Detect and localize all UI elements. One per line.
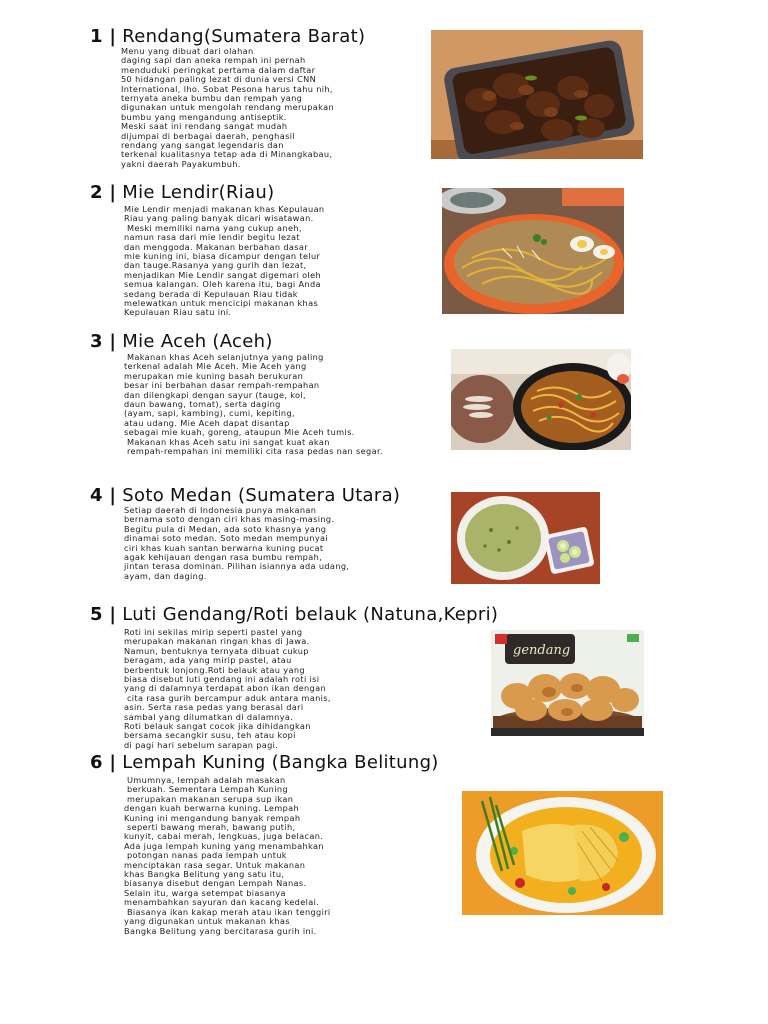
description-line: yang di dalamnya terdapat abon ikan dengan	[124, 683, 326, 694]
description-line: agak kehijauan dengan rasa bumbu rempah,	[124, 552, 323, 563]
description-line: (ayam, sapi, kambing), cumi, kepiting,	[124, 408, 295, 419]
description-line: Roti belauk sangat cocok jika dihidangkan	[124, 721, 311, 732]
section-title	[90, 26, 365, 47]
section-title-text: Mie Lendir(Riau)	[122, 182, 275, 203]
description-line: yakni daerah Payakumbuh.	[121, 158, 241, 169]
section-title-text: Lempah Kuning (Bangka Belitung)	[122, 752, 439, 773]
description-line: Makanan khas Aceh selanjutnya yang paling	[124, 352, 324, 362]
description-line: dan menggoda. Makanan berbahan dasar	[124, 241, 309, 252]
soto-medan-photo-icon	[451, 492, 600, 584]
mie-aceh-photo-icon	[451, 349, 631, 450]
section-number: 6 |	[90, 752, 117, 773]
description-line: namun rasa dari mie lendir begitu lezat	[124, 232, 300, 243]
section-title-text: Luti Gendang/Roti belauk (Natuna,Kepri)	[122, 604, 499, 625]
description-line: menjadikan Mie Lendir sangat digemari oleh	[124, 269, 322, 280]
description-line: ciri khas kuah santan berwarna kuning pucat	[124, 542, 324, 553]
sign-text: gendang	[513, 643, 571, 658]
description-line: rempah-rempahan ini memiliki cita rasa pedas nan segar.	[124, 446, 383, 457]
description-line: rendang yang sangat legendaris dan	[121, 140, 284, 151]
description-line: mie kuning ini, biasa dicampur dengan telur	[124, 251, 321, 262]
section-number: 4 |	[90, 485, 117, 506]
description-line: Roti ini sekilas mirip seperti pastel yang	[124, 627, 303, 637]
description-line: Riau yang paling banyak dicari wisatawan.	[124, 213, 314, 224]
description-line: digunakan untuk mengolah rendang merupakan	[121, 102, 334, 113]
rendang-photo-icon	[431, 30, 643, 159]
description-line: Kuning ini mengandung banyak rempah	[124, 812, 301, 823]
description-line: atau udang. Mie Aceh dapat disantap	[124, 417, 290, 428]
section-description	[124, 353, 383, 456]
description-line: sebagai mie kuah, goreng, ataupun Mie Aceh tumis.	[124, 427, 355, 438]
description-line: dan dilengkapi dengan sayur (tauge, kol,	[124, 389, 306, 400]
mie-lendir-photo-icon	[442, 188, 624, 314]
description-line: Meski memiliki nama yang cukup aneh,	[124, 222, 302, 233]
description-line: Umumnya, lempah adalah masakan	[124, 775, 286, 785]
section-description	[124, 205, 324, 318]
section-description	[124, 776, 331, 936]
description-line: yang digunakan untuk makanan khas	[124, 916, 290, 927]
description-line: bernama soto dengan ciri khas masing-masing.	[124, 514, 335, 525]
description-line: terkenal kualitasnya tetap ada di Minangkabau,	[121, 149, 333, 160]
section-number: 1 |	[90, 26, 117, 47]
description-line: bumbu yang mengandung antiseptik.	[121, 111, 287, 122]
description-line: Meski saat ini rendang sangat mudah	[121, 121, 288, 132]
description-line: cita rasa gurih bercampur aduk antara manis,	[124, 692, 331, 703]
description-line: bersama secangkir susu, teh atau kopi	[124, 730, 296, 741]
description-line: khas Bangka Belitung yang satu itu,	[124, 869, 285, 880]
description-line: seperti bawang merah, bawang putih,	[124, 822, 296, 833]
description-line: menduduki peringkat pertama dalam daftar	[121, 64, 316, 75]
description-line: Namun, bentuknya ternyata dibuat cukup	[124, 645, 309, 656]
section-title	[90, 752, 439, 773]
description-line: Setiap daerah di Indonesia punya makanan	[124, 505, 317, 515]
description-line: biasa disebut luti gendang ini adalah roti isi	[124, 674, 320, 685]
description-line: Kepulauan Riau satu ini.	[124, 307, 232, 318]
description-line: berbentuk lonjong.Roti belauk atau yang	[124, 664, 305, 675]
description-line: International, lho. Sobat Pesona harus tahu nih,	[121, 83, 333, 94]
description-line: melewatkan untuk mencicipi makanan khas	[124, 298, 319, 309]
description-line: dinamai soto medan. Soto medan mempunyai	[124, 533, 329, 544]
description-line: daging sapi dan aneka rempah ini pernah	[121, 55, 306, 66]
description-line: kunyit, cabai merah, lengkuas, juga belacan.	[124, 831, 324, 842]
description-line: merupakan makanan ringan khas di Jawa.	[124, 636, 310, 647]
description-line: di pagi hari sebelum sarapan pagi.	[124, 739, 279, 750]
description-line: 50 hidangan paling lezat di dunia versi CNN	[121, 74, 317, 85]
description-line: asin. Serta rasa pedas yang berasal dari	[124, 702, 304, 713]
section-title	[90, 182, 274, 203]
description-line: besar ini berbahan dasar rempah-rempahan	[124, 380, 320, 391]
description-line: menambahkan sayuran dan kacang kedelai.	[124, 897, 320, 908]
description-line: ayam, dan daging.	[124, 570, 207, 581]
description-line: sedang berada di Kepulauan Riau tidak	[124, 288, 298, 299]
description-line: Menu yang dibuat dari olahan	[121, 46, 254, 56]
section-title-text: Rendang(Sumatera Barat)	[122, 26, 366, 47]
description-line: Selain itu, warga setempat biasanya	[124, 887, 286, 898]
description-line: ternyata aneka bumbu dan rempah yang	[121, 93, 303, 104]
description-line: dijumpai di berbagai daerah, penghasil	[121, 130, 295, 141]
luti-gendang-photo-icon	[491, 630, 644, 736]
description-line: dan tauge.Rasanya yang gurih dan lezat,	[124, 260, 307, 271]
section-title	[90, 604, 498, 625]
description-line: Begitu pula di Medan, ada soto khasnya yang	[124, 523, 327, 534]
section-title-text: Soto Medan (Sumatera Utara)	[122, 485, 401, 506]
section-title	[90, 485, 400, 506]
description-line: berkuah. Sementara Lempah Kuning	[124, 784, 288, 795]
description-line: merupakan mie kuning basah berukuran	[124, 370, 304, 381]
description-line: Mie Lendir menjadi makanan khas Kepulauan	[124, 204, 325, 214]
description-line: semua kalangan. Oleh karena itu, bagi Anda	[124, 279, 321, 290]
description-line: menciptakan rasa segar. Untuk makanan	[124, 859, 306, 870]
description-line: beragam, ada yang mirip pastel, atau	[124, 655, 292, 666]
description-line: jintan terasa dominan. Pilihan isiannya ada udang,	[124, 561, 350, 572]
section-title	[90, 331, 273, 352]
description-line: dengan kuah berwarna kuning. Lempah	[124, 803, 300, 814]
description-line: sambal yang dilumatkan di dalamnya.	[124, 711, 294, 722]
section-description	[124, 628, 331, 750]
description-line: merupakan makanan serupa sup ikan	[124, 793, 294, 804]
description-line: biasanya disebut dengan Lempah Nanas.	[124, 878, 307, 889]
description-line: potongan nanas pada lempah untuk	[124, 850, 287, 861]
description-line: Bangka Belitung yang bercitarasa gurih ini.	[124, 925, 317, 936]
description-line: Makanan khas Aceh satu ini sangat kuat akan	[124, 436, 330, 447]
section-description	[124, 506, 349, 581]
section-number: 5 |	[90, 604, 117, 625]
section-number: 3 |	[90, 331, 117, 352]
description-line: daun bawang, tomat), serta daging	[124, 399, 281, 410]
description-line: terkenal adalah Mie Aceh. Mie Aceh yang	[124, 361, 307, 372]
section-number: 2 |	[90, 182, 117, 203]
description-line: Ada juga lempah kuning yang menambahkan	[124, 840, 324, 851]
section-title-text: Mie Aceh (Aceh)	[122, 331, 273, 352]
description-line: Biasanya ikan kakap merah atau ikan tenggiri	[124, 906, 331, 917]
section-description	[121, 47, 334, 169]
lempah-kuning-photo-icon	[462, 791, 663, 915]
